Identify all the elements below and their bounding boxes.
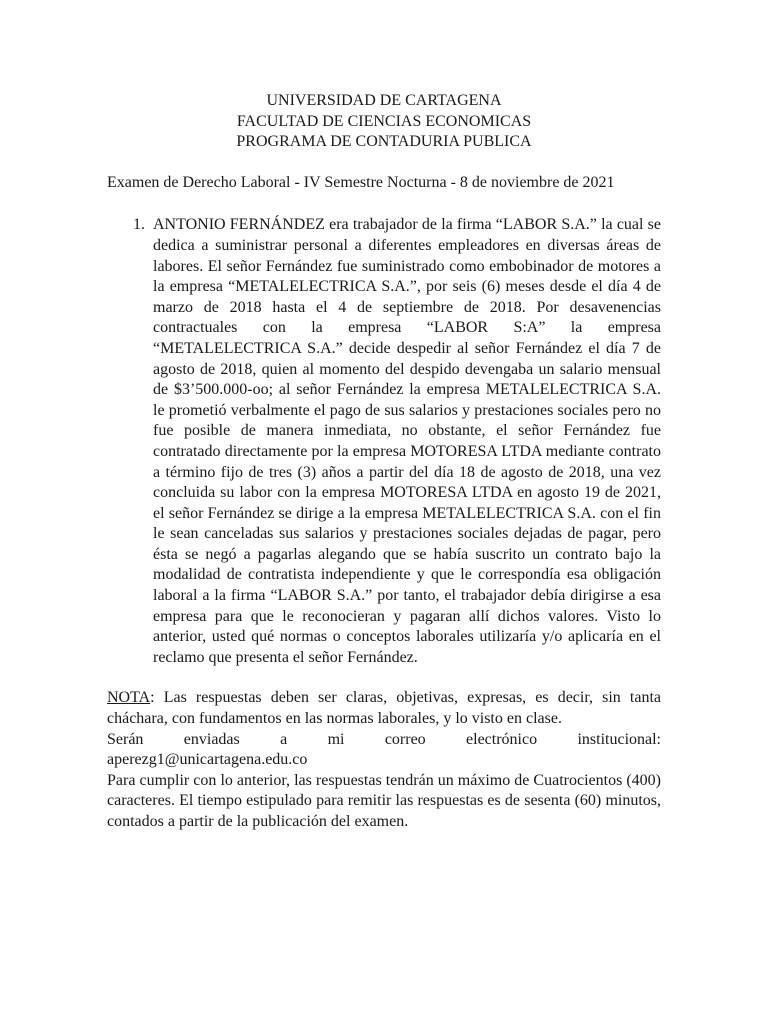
email-intro: Serán enviadas a mi correo electrónico institucional: (107, 730, 661, 748)
question-number: 1. (133, 216, 145, 234)
document-header (107, 91, 661, 153)
faculty-name: FACULTAD DE CIENCIAS ECONOMICAS (236, 112, 532, 130)
exam-title: Examen de Derecho Laboral - IV Semestre Nocturna - 8 de noviembre de 2021 (107, 173, 615, 191)
university-name: UNIVERSIDAD DE CARTAGENA (266, 92, 502, 109)
note-paragraph (107, 688, 661, 729)
question-item (107, 215, 661, 668)
note-label: NOTA (107, 689, 151, 707)
question-list (107, 215, 661, 668)
answer-limits: Para cumplir con lo anterior, las respuestas tendrán un máximo de Cuatrocientos (400) caracteres. El tiempo estipulado para remitir las respuestas es de sesenta (60) minutos, contados a partir de la publicación del examen. (107, 771, 661, 830)
program-name: PROGRAMA DE CONTADURIA PUBLICA (236, 133, 532, 151)
document-page (107, 91, 661, 833)
note-section (107, 688, 661, 832)
email-address: aperezg1@unicartagena.edu.co (107, 751, 308, 769)
question-text: ANTONIO FERNÁNDEZ era trabajador de la firma “LABOR S.A.” la cual se dedica a suministrar personal a diferentes empleadores en diversas áreas de labores. El señor Fernández fue suministrado como embobinador de motores a la empresa “METALELECTRICA S.A.”, por seis (6) meses desde el día 4 de marzo de 2018 hasta el 4 de septiembre de 2018. Por desavenencias contractuales con la empresa “LABOR S:A” la empresa “METALELECTRICA S.A.” decide despedir al señor Fernández el día 7 de agosto de 2018, quien al momento del despido devengaba un salario mensual de $3’500.000-oo; al señor Fernández la empresa METALELECTRICA S.A. le prometió verbalmente el pago de sus salarios y prestaciones sociales pero no fue posible de manera inmediata, no obstante, el señor Fernández fue contratado directamente por la empresa MOTORESA LTDA mediante contrato a término fijo de tres (3) años a partir del día 18 de agosto de 2018, una vez concluida su labor con la empresa MOTORESA LTDA en agosto 19 de 2021, el señor Fernández se dirige a la empresa METALELECTRICA S.A. con el fin le sean canceladas sus salarios y prestaciones sociales dejadas de pagar, pero ésta se negó a pagarlas alegando que se había suscrito un contrato bajo la modalidad de contratista independiente y que le correspondía esa obligación laboral a la firma “LABOR S.A.” por tanto, el trabajador debía dirigirse a esa empresa para que le reconocieran y pagaran allí dichos valores. Visto lo anterior, usted qué normas o conceptos laborales utilizaría y/o aplicaría en el reclamo que presenta el señor Fernández. (153, 216, 661, 666)
note-text: : Las respuestas deben ser claras, objetivas, expresas, es decir, sin tanta cháchara, con fundamentos en las normas laborales, y lo visto en clase. (107, 689, 661, 728)
